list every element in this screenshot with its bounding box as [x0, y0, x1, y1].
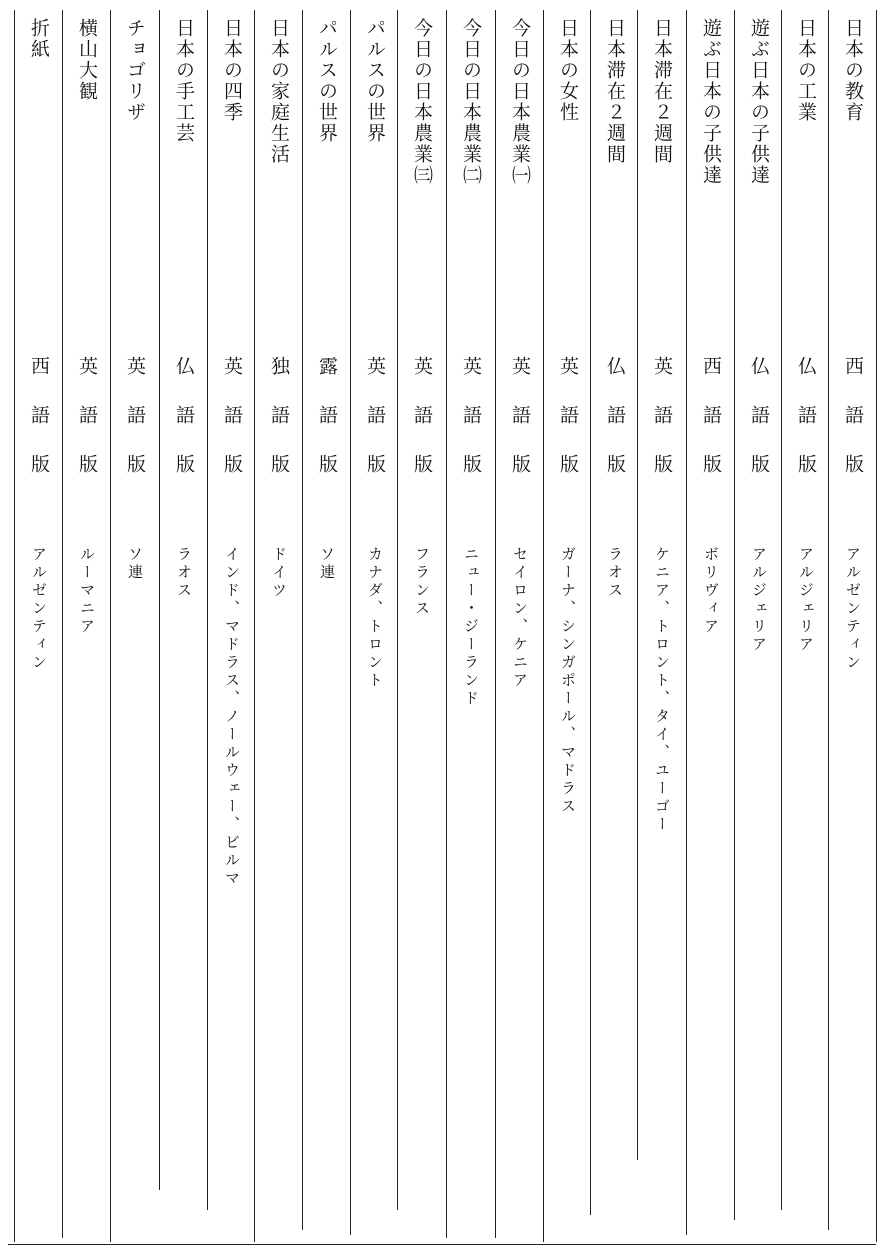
- destinations: ドイツ: [270, 546, 288, 600]
- column-divider: [446, 10, 447, 1238]
- destinations: ニュー・ジーランド: [462, 546, 480, 708]
- film-title: 日本の手工芸: [173, 18, 195, 144]
- language-version: 英語版: [651, 356, 673, 503]
- column-divider: [543, 10, 544, 1242]
- language-version: 西語版: [28, 356, 50, 503]
- table-row: [783, 0, 829, 1250]
- language-version: 仏語版: [748, 356, 770, 503]
- table-row: [545, 0, 591, 1250]
- table-row: [304, 0, 350, 1250]
- table-row: [448, 0, 494, 1250]
- table-row: [256, 0, 302, 1250]
- film-title: 日本滞在２週間: [651, 18, 673, 165]
- column-divider: [876, 10, 877, 1242]
- destinations: インド、マドラス、ノールウェー、ビルマ: [223, 546, 241, 888]
- language-version: 仏語版: [604, 356, 626, 503]
- column-divider: [686, 10, 687, 1235]
- destinations: アルゼンティン: [844, 546, 862, 672]
- destinations: ケニア、トロント、タイ、ユーゴー: [653, 546, 671, 834]
- language-version: 西語版: [700, 356, 722, 503]
- film-title: チョゴリザ: [124, 18, 146, 123]
- film-title: 日本の四季: [221, 18, 243, 123]
- destinations: ルーマニア: [78, 546, 96, 636]
- film-title: 日本滞在２週間: [604, 18, 626, 165]
- column-divider: [62, 10, 63, 1238]
- language-version: 英語版: [221, 356, 243, 503]
- destinations: アルゼンティン: [30, 546, 48, 672]
- film-title: 折紙: [28, 18, 50, 60]
- destinations: アルジェリア: [750, 546, 768, 654]
- language-version: 仏語版: [173, 356, 195, 503]
- column-divider: [302, 10, 303, 1230]
- film-title: 横山大観: [76, 18, 98, 102]
- destinations: ラオス: [175, 546, 193, 600]
- table-row: [161, 0, 207, 1250]
- destinations: カナダ、トロント: [366, 546, 384, 690]
- table-row: [830, 0, 876, 1250]
- language-version: 英語版: [124, 356, 146, 503]
- table-row: [112, 0, 158, 1250]
- column-divider: [495, 10, 496, 1238]
- table-row: [736, 0, 782, 1250]
- language-version: 英語版: [411, 356, 433, 503]
- language-version: 露語版: [316, 356, 338, 503]
- table-row: [399, 0, 445, 1250]
- language-version: 仏語版: [795, 356, 817, 503]
- destinations: ボリヴィア: [702, 546, 720, 636]
- language-version: 英語版: [557, 356, 579, 503]
- destinations: ソ連: [126, 546, 144, 582]
- table-row: [592, 0, 638, 1250]
- film-title: 日本の工業: [795, 18, 817, 123]
- table-row: [639, 0, 685, 1250]
- table-row: [352, 0, 398, 1250]
- destinations: ラオス: [606, 546, 624, 600]
- language-version: 英語版: [460, 356, 482, 503]
- table-row: [16, 0, 62, 1250]
- film-title: 日本の女性: [557, 18, 579, 123]
- film-title: 今日の日本農業㈡: [460, 18, 482, 186]
- destinations: ソ連: [318, 546, 336, 582]
- destinations: アルジェリア: [797, 546, 815, 654]
- table-row: [497, 0, 543, 1250]
- column-divider: [350, 10, 351, 1235]
- language-version: 独語版: [268, 356, 290, 503]
- column-divider: [207, 10, 208, 1210]
- film-title: パルスの世界: [364, 18, 386, 144]
- table-row: [209, 0, 255, 1250]
- film-title: パルスの世界: [316, 18, 338, 144]
- film-title: 遊ぶ日本の子供達: [748, 18, 770, 186]
- language-version: 英語版: [509, 356, 531, 503]
- destinations: フランス: [413, 546, 431, 618]
- table-row: [688, 0, 734, 1250]
- table-row: [64, 0, 110, 1250]
- column-divider: [14, 10, 15, 1242]
- column-divider: [159, 10, 160, 1190]
- language-version: 英語版: [364, 356, 386, 503]
- film-title: 遊ぶ日本の子供達: [700, 18, 722, 186]
- film-title: 今日の日本農業㈢: [411, 18, 433, 186]
- column-divider: [110, 10, 111, 1242]
- destinations: ガーナ、シンガポール、マドラス: [559, 546, 577, 816]
- film-title: 日本の教育: [842, 18, 864, 123]
- destinations: セイロン、ケニア: [511, 546, 529, 690]
- film-title: 日本の家庭生活: [268, 18, 290, 165]
- film-title: 今日の日本農業㈠: [509, 18, 531, 186]
- language-version: 英語版: [76, 356, 98, 503]
- language-version: 西語版: [842, 356, 864, 503]
- column-divider: [734, 10, 735, 1220]
